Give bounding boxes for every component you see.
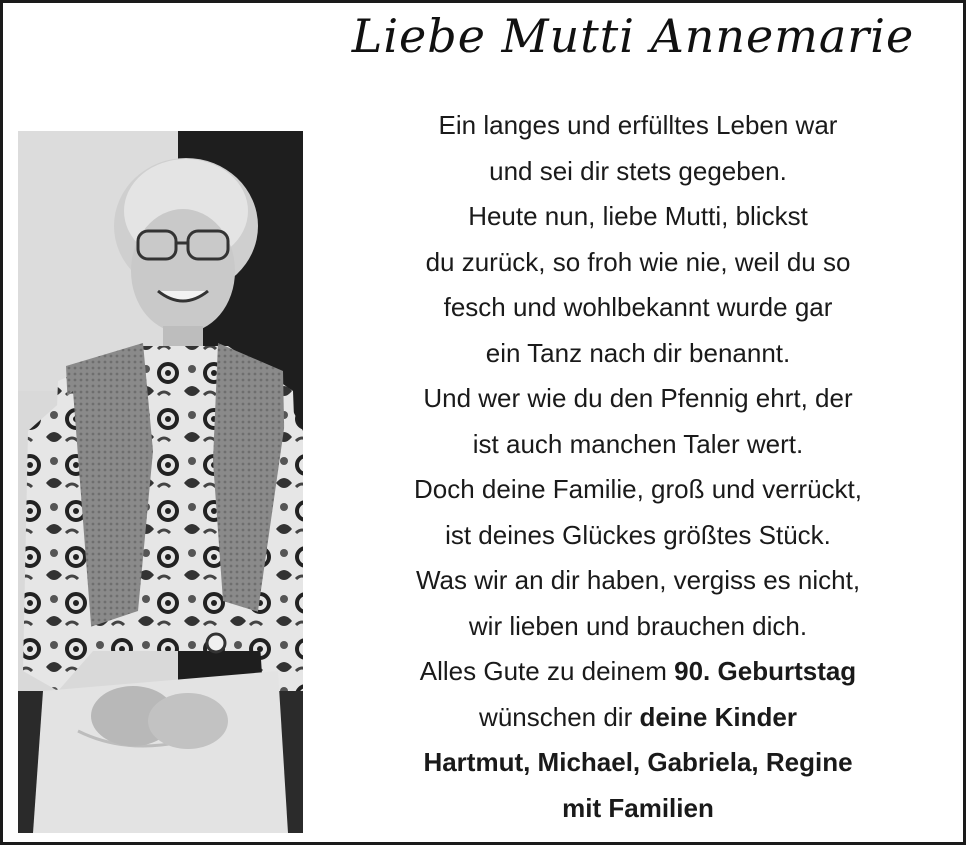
from-line xyxy=(323,695,953,741)
from-children: deine Kinder xyxy=(639,701,797,732)
poem-line: ist deines Glückes größtes Stück. xyxy=(445,519,831,550)
children-names: Hartmut, Michael, Gabriela, Regine xyxy=(423,747,853,777)
birthday-wish-prefix: Alles Gute zu deinem xyxy=(419,656,675,686)
announcement-title: Liebe Mutti Annemarie xyxy=(351,9,915,63)
poem-text xyxy=(323,103,953,831)
poem-line: ist auch manchen Taler wert. xyxy=(472,428,804,459)
portrait-photo xyxy=(18,131,303,833)
poem-line: Ein langes und erfülltes Leben war xyxy=(438,110,838,140)
portrait-photo-image xyxy=(18,131,303,833)
poem-line: Und wer wie du den Pfennig ehrt, der xyxy=(423,383,853,413)
poem-line: Was wir an dir haben, vergiss es nicht, xyxy=(415,565,861,595)
poem-line: wir lieben und brauchen dich. xyxy=(468,610,808,641)
with-families: mit Familien xyxy=(562,792,714,823)
poem-line: und sei dir stets gegeben. xyxy=(489,155,787,186)
from-prefix: wünschen dir xyxy=(479,701,640,732)
poem-line: du zurück, so froh wie nie, weil du so xyxy=(425,246,851,277)
birthday-age: 90. Geburtstag xyxy=(674,656,857,686)
poem-line: ein Tanz nach dir benannt. xyxy=(485,337,791,368)
poem-line: fesch und wohlbekannt wurde gar xyxy=(443,292,833,322)
poem-line: Heute nun, liebe Mutti, blickst xyxy=(468,201,808,231)
poem-line: Doch deine Familie, groß und verrückt, xyxy=(414,474,862,504)
birthday-wish-line xyxy=(323,649,953,695)
